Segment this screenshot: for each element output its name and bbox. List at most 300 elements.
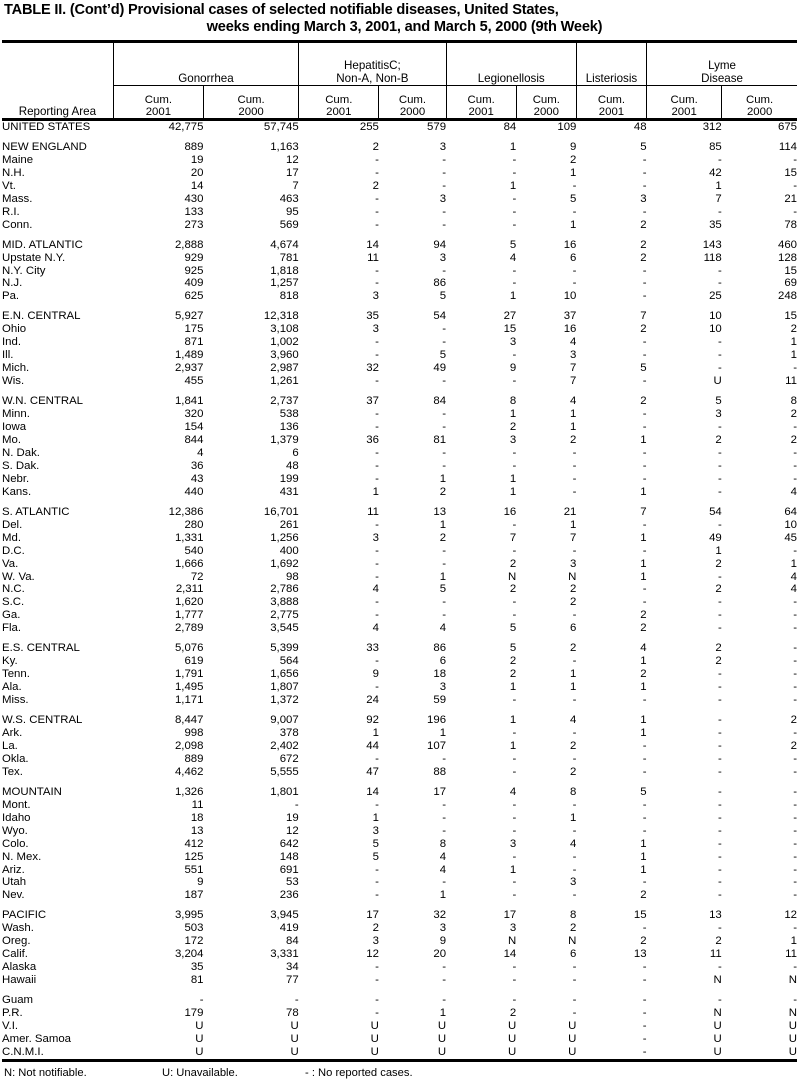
- cell-hepatitisc-non-a-non-b-cum-2000: 196: [427, 714, 447, 727]
- cell-gonorrhea-cum-2000: 3,545: [270, 622, 299, 635]
- cell-listeriosis-cum-2001: -: [642, 811, 647, 824]
- cell-listeriosis-cum-2001: -: [642, 375, 647, 388]
- cell-hepatitisc-non-a-non-b-cum-2000: -: [442, 961, 447, 974]
- table-row: [2, 583, 797, 596]
- cell-legionellosis-cum-2001: -: [512, 824, 517, 837]
- cell-legionellosis-cum-2001: 3: [509, 837, 517, 850]
- cell-legionellosis-cum-2000: 3: [570, 349, 577, 362]
- cell-legionellosis-cum-2001: -: [512, 596, 517, 609]
- cell-gonorrhea-cum-2001: 273: [184, 218, 204, 231]
- cell-hepatitisc-non-a-non-b-cum-2000: 4: [439, 622, 447, 635]
- table-row: [2, 1020, 797, 1033]
- cell-hepatitisc-non-a-non-b-cum-2000: -: [442, 408, 447, 421]
- cell-gonorrhea-cum-2000: 3,108: [270, 323, 299, 336]
- cell-gonorrhea-cum-2000: 12,318: [263, 310, 299, 323]
- cell-hepatitisc-non-a-non-b-cum-2001: 36: [366, 433, 379, 446]
- cell-legionellosis-cum-2000: 3: [570, 876, 577, 889]
- cell-legionellosis-cum-2000: -: [572, 863, 577, 876]
- cell-gonorrhea-cum-2000: U: [290, 1032, 299, 1045]
- cell-legionellosis-cum-2000: 3: [570, 557, 577, 570]
- cell-lyme-disease-cum-2000: -: [793, 446, 797, 459]
- cell-gonorrhea-cum-2000: 2,402: [270, 739, 299, 752]
- row-area-label: N.J.: [2, 277, 23, 290]
- cell-listeriosis-cum-2001: -: [642, 459, 647, 472]
- row-spacer-cell: [2, 134, 797, 141]
- cell-hepatitisc-non-a-non-b-cum-2000: 3: [439, 681, 447, 694]
- cell-legionellosis-cum-2000: -: [572, 205, 577, 218]
- cell-lyme-disease-cum-2001: U: [713, 1045, 722, 1058]
- cell-listeriosis-cum-2001: 1: [640, 433, 647, 446]
- cell-hepatitisc-non-a-non-b-cum-2000: 54: [433, 310, 447, 323]
- cell-legionellosis-cum-2000: -: [572, 544, 577, 557]
- cell-listeriosis-cum-2001: 7: [640, 505, 647, 518]
- cell-lyme-disease-cum-2000: -: [793, 609, 797, 622]
- col-group-gonorrhea: Gonorrhea: [113, 43, 298, 86]
- cell-lyme-disease-cum-2000: 460: [777, 238, 797, 251]
- cell-lyme-disease-cum-2000: -: [793, 765, 797, 778]
- lyme-line-1: Lyme: [708, 59, 736, 73]
- cell-hepatitisc-non-a-non-b-cum-2000: -: [442, 153, 447, 166]
- cell-hepatitisc-non-a-non-b-cum-2001: 2: [372, 179, 379, 192]
- cell-lyme-disease-cum-2000: -: [793, 752, 797, 765]
- cell-legionellosis-cum-2001: 2: [509, 583, 517, 596]
- footnote-unavailable: U: Unavailable.: [162, 1066, 238, 1079]
- row-area-label: Mont.: [2, 798, 31, 811]
- cell-lyme-disease-cum-2001: U: [713, 1032, 722, 1045]
- cell-lyme-disease-cum-2001: 35: [709, 218, 722, 231]
- row-spacer: [2, 232, 797, 239]
- cell-hepatitisc-non-a-non-b-cum-2000: 1: [439, 570, 447, 583]
- col-header-gonorrhea-2001: [113, 86, 203, 119]
- cell-lyme-disease-cum-2000: 2: [790, 433, 797, 446]
- cell-hepatitisc-non-a-non-b-cum-2001: -: [375, 557, 379, 570]
- cell-gonorrhea-cum-2001: 889: [184, 140, 204, 153]
- cell-legionellosis-cum-2000: 109: [557, 121, 577, 133]
- cell-legionellosis-cum-2000: U: [568, 1032, 577, 1045]
- cell-lyme-disease-cum-2000: -: [793, 889, 797, 902]
- row-spacer: [2, 779, 797, 786]
- cell-hepatitisc-non-a-non-b-cum-2000: U: [437, 1045, 447, 1058]
- row-area-label: Tex.: [2, 765, 23, 778]
- row-area-label: Ga.: [2, 609, 21, 622]
- table-row: [2, 408, 797, 421]
- cell-gonorrhea-cum-2001: 154: [184, 421, 204, 434]
- sub-line-2: 2000: [533, 106, 559, 118]
- cell-lyme-disease-cum-2001: -: [717, 798, 722, 811]
- cell-gonorrhea-cum-2000: 1,372: [270, 694, 299, 707]
- cell-hepatitisc-non-a-non-b-cum-2001: U: [370, 1020, 379, 1032]
- cell-lyme-disease-cum-2000: 11: [785, 948, 797, 961]
- cell-lyme-disease-cum-2001: -: [717, 961, 722, 974]
- cell-gonorrhea-cum-2001: 2,098: [174, 739, 204, 752]
- table-row: [2, 1046, 797, 1060]
- cell-legionellosis-cum-2000: 9: [570, 140, 577, 153]
- cell-lyme-disease-cum-2000: -: [793, 811, 797, 824]
- cell-hepatitisc-non-a-non-b-cum-2000: -: [442, 557, 447, 570]
- cell-gonorrhea-cum-2000: 2,737: [270, 395, 299, 408]
- cell-hepatitisc-non-a-non-b-cum-2000: -: [442, 798, 447, 811]
- cell-hepatitisc-non-a-non-b-cum-2001: 3: [372, 935, 379, 948]
- table-row: [2, 473, 797, 486]
- cell-gonorrhea-cum-2000: -: [294, 994, 299, 1007]
- cell-legionellosis-cum-2001: 7: [509, 531, 517, 544]
- cell-legionellosis-cum-2000: -: [572, 264, 577, 277]
- header-group-row: [2, 43, 797, 86]
- cell-hepatitisc-non-a-non-b-cum-2001: 4: [372, 622, 379, 635]
- cell-hepatitisc-non-a-non-b-cum-2001: -: [375, 264, 379, 277]
- cell-legionellosis-cum-2000: -: [572, 485, 577, 498]
- cell-hepatitisc-non-a-non-b-cum-2000: 2: [439, 485, 447, 498]
- sub-line-2: 2000: [399, 106, 426, 118]
- cell-legionellosis-cum-2001: 1: [509, 714, 517, 727]
- cell-lyme-disease-cum-2000: 15: [784, 166, 797, 179]
- table-row: [2, 812, 797, 825]
- cell-legionellosis-cum-2000: 7: [570, 531, 577, 544]
- cell-legionellosis-cum-2000: 2: [570, 433, 577, 446]
- sub-line-2: 2000: [238, 106, 264, 118]
- row-area-label: Del.: [2, 518, 23, 531]
- lyme-line-2: Disease: [701, 71, 743, 85]
- cell-hepatitisc-non-a-non-b-cum-2000: -: [442, 421, 447, 434]
- sub-line-1: Cum.: [398, 94, 427, 106]
- cell-hepatitisc-non-a-non-b-cum-2000: -: [442, 994, 447, 1007]
- cell-legionellosis-cum-2000: 6: [570, 948, 577, 961]
- table-row: [2, 486, 797, 499]
- cell-lyme-disease-cum-2000: -: [793, 694, 797, 707]
- cell-gonorrhea-cum-2000: 569: [279, 218, 299, 231]
- cell-legionellosis-cum-2001: -: [512, 375, 517, 388]
- cell-gonorrhea-cum-2001: 175: [184, 323, 204, 336]
- row-area-label: D.C.: [2, 544, 25, 557]
- cell-listeriosis-cum-2001: -: [642, 518, 647, 531]
- cell-legionellosis-cum-2001: -: [512, 974, 517, 987]
- cell-lyme-disease-cum-2001: -: [717, 681, 722, 694]
- cell-legionellosis-cum-2000: 1: [570, 681, 577, 694]
- table-row: [2, 1007, 797, 1020]
- cell-lyme-disease-cum-2001: -: [717, 349, 722, 362]
- table-row: [2, 120, 797, 134]
- cell-hepatitisc-non-a-non-b-cum-2001: -: [375, 408, 379, 421]
- cell-legionellosis-cum-2001: -: [512, 811, 517, 824]
- cell-hepatitisc-non-a-non-b-cum-2000: -: [442, 179, 447, 192]
- cell-legionellosis-cum-2001: -: [512, 153, 517, 166]
- cell-gonorrhea-cum-2001: 81: [190, 974, 204, 987]
- cell-listeriosis-cum-2001: 2: [640, 395, 647, 408]
- cell-lyme-disease-cum-2001: 312: [702, 121, 722, 133]
- table-row: [2, 668, 797, 681]
- cell-hepatitisc-non-a-non-b-cum-2001: -: [375, 863, 379, 876]
- cell-gonorrhea-cum-2000: 2,786: [270, 583, 299, 596]
- table-row: [2, 421, 797, 434]
- cell-lyme-disease-cum-2001: -: [717, 485, 722, 498]
- cell-legionellosis-cum-2000: 1: [570, 421, 577, 434]
- cell-lyme-disease-cum-2001: -: [717, 205, 722, 218]
- table-row: [2, 290, 797, 303]
- cell-gonorrhea-cum-2000: 431: [279, 485, 299, 498]
- table-row: [2, 766, 797, 779]
- cell-gonorrhea-cum-2000: 1,692: [270, 557, 299, 570]
- cell-legionellosis-cum-2001: -: [512, 765, 517, 778]
- cell-lyme-disease-cum-2000: 4: [790, 570, 797, 583]
- cell-legionellosis-cum-2001: 14: [503, 948, 517, 961]
- row-spacer: [2, 499, 797, 506]
- table-row: [2, 786, 797, 799]
- cell-lyme-disease-cum-2001: 85: [709, 140, 722, 153]
- row-area-label: Wis.: [2, 375, 25, 388]
- cell-gonorrhea-cum-2001: 1,171: [174, 694, 204, 707]
- cell-listeriosis-cum-2001: -: [642, 739, 647, 752]
- cell-gonorrhea-cum-2001: 889: [184, 752, 204, 765]
- cell-gonorrhea-cum-2001: 1,331: [174, 531, 204, 544]
- cell-hepatitisc-non-a-non-b-cum-2001: -: [375, 681, 379, 694]
- row-area-label: Pa.: [2, 290, 20, 303]
- cell-hepatitisc-non-a-non-b-cum-2000: 1: [439, 472, 447, 485]
- cell-gonorrhea-cum-2001: 871: [184, 336, 204, 349]
- table-row: [2, 935, 797, 948]
- cell-hepatitisc-non-a-non-b-cum-2000: -: [442, 876, 447, 889]
- table-row: [2, 889, 797, 902]
- cell-gonorrhea-cum-2001: 36: [190, 459, 204, 472]
- cell-hepatitisc-non-a-non-b-cum-2001: -: [375, 192, 379, 205]
- cell-lyme-disease-cum-2001: 118: [703, 251, 722, 264]
- cell-legionellosis-cum-2001: -: [512, 798, 517, 811]
- row-spacer-cell: [2, 902, 797, 909]
- cell-listeriosis-cum-2001: -: [642, 752, 647, 765]
- row-spacer-cell: [2, 303, 797, 310]
- cell-legionellosis-cum-2000: -: [572, 850, 577, 863]
- cell-gonorrhea-cum-2001: 430: [184, 192, 204, 205]
- row-area-label: Kans.: [2, 485, 32, 498]
- cell-lyme-disease-cum-2000: 15: [784, 310, 797, 323]
- cell-listeriosis-cum-2001: -: [642, 336, 647, 349]
- cell-gonorrhea-cum-2000: 691: [279, 863, 299, 876]
- cell-hepatitisc-non-a-non-b-cum-2000: 81: [433, 433, 447, 446]
- table-row: [2, 609, 797, 622]
- cell-listeriosis-cum-2001: 2: [640, 935, 647, 948]
- cell-gonorrhea-cum-2001: 3,204: [174, 948, 204, 961]
- cell-legionellosis-cum-2000: -: [572, 961, 577, 974]
- row-area-label: S. Dak.: [2, 459, 40, 472]
- cell-hepatitisc-non-a-non-b-cum-2000: 3: [439, 922, 447, 935]
- cell-legionellosis-cum-2001: -: [512, 850, 517, 863]
- sub-line-1: Cum.: [597, 94, 626, 106]
- row-area-label: S.C.: [2, 596, 25, 609]
- cell-lyme-disease-cum-2001: -: [717, 421, 722, 434]
- sub-line-2: 2000: [746, 106, 773, 118]
- cell-legionellosis-cum-2000: 1: [570, 408, 577, 421]
- cell-hepatitisc-non-a-non-b-cum-2000: U: [437, 1020, 447, 1032]
- cell-lyme-disease-cum-2000: 45: [784, 531, 797, 544]
- cell-hepatitisc-non-a-non-b-cum-2001: 17: [366, 909, 379, 922]
- cell-hepatitisc-non-a-non-b-cum-2001: -: [375, 446, 379, 459]
- cell-gonorrhea-cum-2000: 419: [279, 922, 299, 935]
- cell-hepatitisc-non-a-non-b-cum-2001: -: [375, 752, 379, 765]
- cell-lyme-disease-cum-2001: -: [717, 264, 722, 277]
- sub-line-2: 2001: [326, 106, 352, 118]
- row-area-label: Vt.: [2, 179, 16, 192]
- cell-gonorrhea-cum-2001: 13: [190, 824, 204, 837]
- cell-lyme-disease-cum-2001: -: [717, 459, 722, 472]
- cell-legionellosis-cum-2001: 1: [509, 179, 517, 192]
- row-area-label: NEW ENGLAND: [2, 140, 87, 153]
- cell-legionellosis-cum-2001: -: [512, 889, 517, 902]
- cell-gonorrhea-cum-2001: 172: [184, 935, 204, 948]
- table-row: [2, 799, 797, 812]
- cell-lyme-disease-cum-2001: -: [717, 153, 722, 166]
- cell-listeriosis-cum-2001: -: [642, 1045, 647, 1058]
- cell-gonorrhea-cum-2001: 1,666: [174, 557, 204, 570]
- cell-lyme-disease-cum-2000: 15: [784, 264, 797, 277]
- col-header-legionellosis-2000: [516, 86, 576, 119]
- cell-hepatitisc-non-a-non-b-cum-2001: -: [375, 472, 379, 485]
- cell-gonorrhea-cum-2001: 844: [184, 433, 204, 446]
- cell-listeriosis-cum-2001: 2: [640, 238, 647, 251]
- table-row: [2, 336, 797, 349]
- table-row: [2, 277, 797, 290]
- cell-hepatitisc-non-a-non-b-cum-2001: 11: [367, 251, 379, 264]
- cell-gonorrhea-cum-2000: 1,801: [270, 785, 299, 798]
- cell-lyme-disease-cum-2001: 1: [715, 544, 722, 557]
- cell-lyme-disease-cum-2001: 2: [715, 655, 722, 668]
- cell-legionellosis-cum-2000: -: [572, 889, 577, 902]
- cell-lyme-disease-cum-2000: -: [793, 876, 797, 889]
- cell-gonorrhea-cum-2001: 19: [190, 153, 204, 166]
- table-row: [2, 545, 797, 558]
- table-row: [2, 310, 797, 323]
- cell-gonorrhea-cum-2000: 5,555: [270, 765, 299, 778]
- cell-legionellosis-cum-2001: 1: [509, 408, 517, 421]
- cell-hepatitisc-non-a-non-b-cum-2001: 24: [366, 694, 379, 707]
- cell-listeriosis-cum-2001: -: [642, 1020, 647, 1032]
- cell-lyme-disease-cum-2000: -: [793, 961, 797, 974]
- table-foot: [2, 1060, 797, 1062]
- cell-gonorrhea-cum-2000: 261: [279, 518, 299, 531]
- cell-listeriosis-cum-2001: -: [642, 544, 647, 557]
- cell-listeriosis-cum-2001: 13: [633, 948, 647, 961]
- cell-lyme-disease-cum-2001: -: [717, 362, 722, 375]
- cell-lyme-disease-cum-2001: 2: [715, 583, 722, 596]
- row-area-label: Conn.: [2, 218, 33, 231]
- cell-gonorrhea-cum-2001: U: [195, 1020, 204, 1032]
- table-row: [2, 180, 797, 193]
- cell-legionellosis-cum-2000: 2: [570, 765, 577, 778]
- row-spacer-cell: [2, 388, 797, 395]
- cell-gonorrhea-cum-2001: 20: [190, 166, 204, 179]
- cell-listeriosis-cum-2001: 1: [640, 863, 647, 876]
- row-area-label: W.N. CENTRAL: [2, 395, 84, 408]
- cell-lyme-disease-cum-2001: -: [717, 889, 722, 902]
- sub-line-2: 2001: [468, 106, 494, 118]
- cell-hepatitisc-non-a-non-b-cum-2000: 4: [439, 863, 447, 876]
- col-group-legionellosis: Legionellosis: [446, 43, 576, 86]
- cell-hepatitisc-non-a-non-b-cum-2000: -: [442, 218, 447, 231]
- cell-gonorrhea-cum-2001: 1,495: [174, 681, 204, 694]
- cell-hepatitisc-non-a-non-b-cum-2000: 18: [433, 668, 447, 681]
- cell-lyme-disease-cum-2000: -: [793, 655, 797, 668]
- cell-gonorrhea-cum-2001: 2,888: [174, 238, 204, 251]
- table-row: [2, 922, 797, 935]
- cell-gonorrhea-cum-2000: U: [290, 1020, 299, 1032]
- cell-gonorrhea-cum-2000: 5,399: [270, 642, 299, 655]
- row-area-label: Mass.: [2, 192, 33, 205]
- cell-lyme-disease-cum-2000: -: [793, 798, 797, 811]
- cell-hepatitisc-non-a-non-b-cum-2000: 86: [433, 277, 447, 290]
- table-row: [2, 395, 797, 408]
- cell-gonorrhea-cum-2001: 125: [184, 850, 204, 863]
- row-area-label: N.H.: [2, 166, 25, 179]
- cell-legionellosis-cum-2000: 4: [570, 837, 577, 850]
- cell-legionellosis-cum-2000: -: [572, 459, 577, 472]
- table-row: [2, 851, 797, 864]
- cell-lyme-disease-cum-2000: 4: [790, 485, 797, 498]
- cell-hepatitisc-non-a-non-b-cum-2001: 4: [372, 583, 379, 596]
- row-area-label: Guam: [2, 994, 34, 1007]
- cell-gonorrhea-cum-2001: 9: [197, 876, 204, 889]
- cell-hepatitisc-non-a-non-b-cum-2001: 3: [372, 824, 379, 837]
- table-row: [2, 447, 797, 460]
- cell-lyme-disease-cum-2001: 49: [709, 531, 722, 544]
- row-area-label: Iowa: [2, 421, 27, 434]
- cell-lyme-disease-cum-2001: -: [717, 739, 722, 752]
- cell-legionellosis-cum-2000: -: [572, 655, 577, 668]
- cell-lyme-disease-cum-2001: -: [717, 811, 722, 824]
- cell-gonorrhea-cum-2000: 98: [286, 570, 299, 583]
- cell-hepatitisc-non-a-non-b-cum-2000: 3: [439, 140, 447, 153]
- cell-legionellosis-cum-2001: 2: [509, 557, 517, 570]
- hep-line-1: HepatitisC;: [344, 59, 401, 73]
- row-spacer-cell: [2, 707, 797, 714]
- cell-hepatitisc-non-a-non-b-cum-2001: 255: [359, 121, 379, 133]
- row-spacer: [2, 388, 797, 395]
- cell-listeriosis-cum-2001: -: [642, 798, 647, 811]
- cell-hepatitisc-non-a-non-b-cum-2000: -: [442, 824, 447, 837]
- cell-hepatitisc-non-a-non-b-cum-2001: -: [375, 596, 379, 609]
- table-bottom-rule: [2, 1060, 797, 1062]
- table-row: [2, 239, 797, 252]
- cell-lyme-disease-cum-2000: -: [793, 837, 797, 850]
- cell-legionellosis-cum-2000: -: [572, 994, 577, 1007]
- cell-hepatitisc-non-a-non-b-cum-2001: 11: [367, 505, 379, 518]
- cell-gonorrhea-cum-2000: 3,888: [270, 596, 299, 609]
- cell-legionellosis-cum-2000: 2: [570, 596, 577, 609]
- cell-hepatitisc-non-a-non-b-cum-2001: -: [375, 349, 379, 362]
- cell-legionellosis-cum-2001: 1: [509, 485, 517, 498]
- cell-legionellosis-cum-2000: -: [572, 974, 577, 987]
- cell-hepatitisc-non-a-non-b-cum-2000: -: [442, 544, 447, 557]
- row-area-label: Amer. Samoa: [2, 1032, 72, 1045]
- cell-gonorrhea-cum-2001: 187: [184, 889, 204, 902]
- cell-lyme-disease-cum-2000: 114: [778, 140, 797, 153]
- cell-legionellosis-cum-2001: 2: [509, 668, 517, 681]
- cell-listeriosis-cum-2001: 2: [640, 668, 647, 681]
- cell-hepatitisc-non-a-non-b-cum-2001: -: [375, 166, 379, 179]
- cell-listeriosis-cum-2001: -: [642, 408, 647, 421]
- cell-gonorrhea-cum-2001: 2,937: [174, 362, 204, 375]
- cell-lyme-disease-cum-2001: 143: [702, 238, 722, 251]
- cell-hepatitisc-non-a-non-b-cum-2001: 1: [372, 485, 379, 498]
- cell-gonorrhea-cum-2000: 400: [279, 544, 299, 557]
- cell-gonorrhea-cum-2000: 12: [286, 153, 299, 166]
- table-row: [2, 362, 797, 375]
- row-area-label: Ind.: [2, 336, 21, 349]
- cell-legionellosis-cum-2001: U: [508, 1032, 517, 1045]
- col-header-legionellosis-2001: [446, 86, 516, 119]
- col-header-lyme-2000: [722, 86, 797, 119]
- row-area-label: Idaho: [2, 811, 31, 824]
- cell-lyme-disease-cum-2000: -: [793, 596, 797, 609]
- cell-listeriosis-cum-2001: -: [642, 876, 647, 889]
- cell-legionellosis-cum-2001: U: [508, 1045, 517, 1058]
